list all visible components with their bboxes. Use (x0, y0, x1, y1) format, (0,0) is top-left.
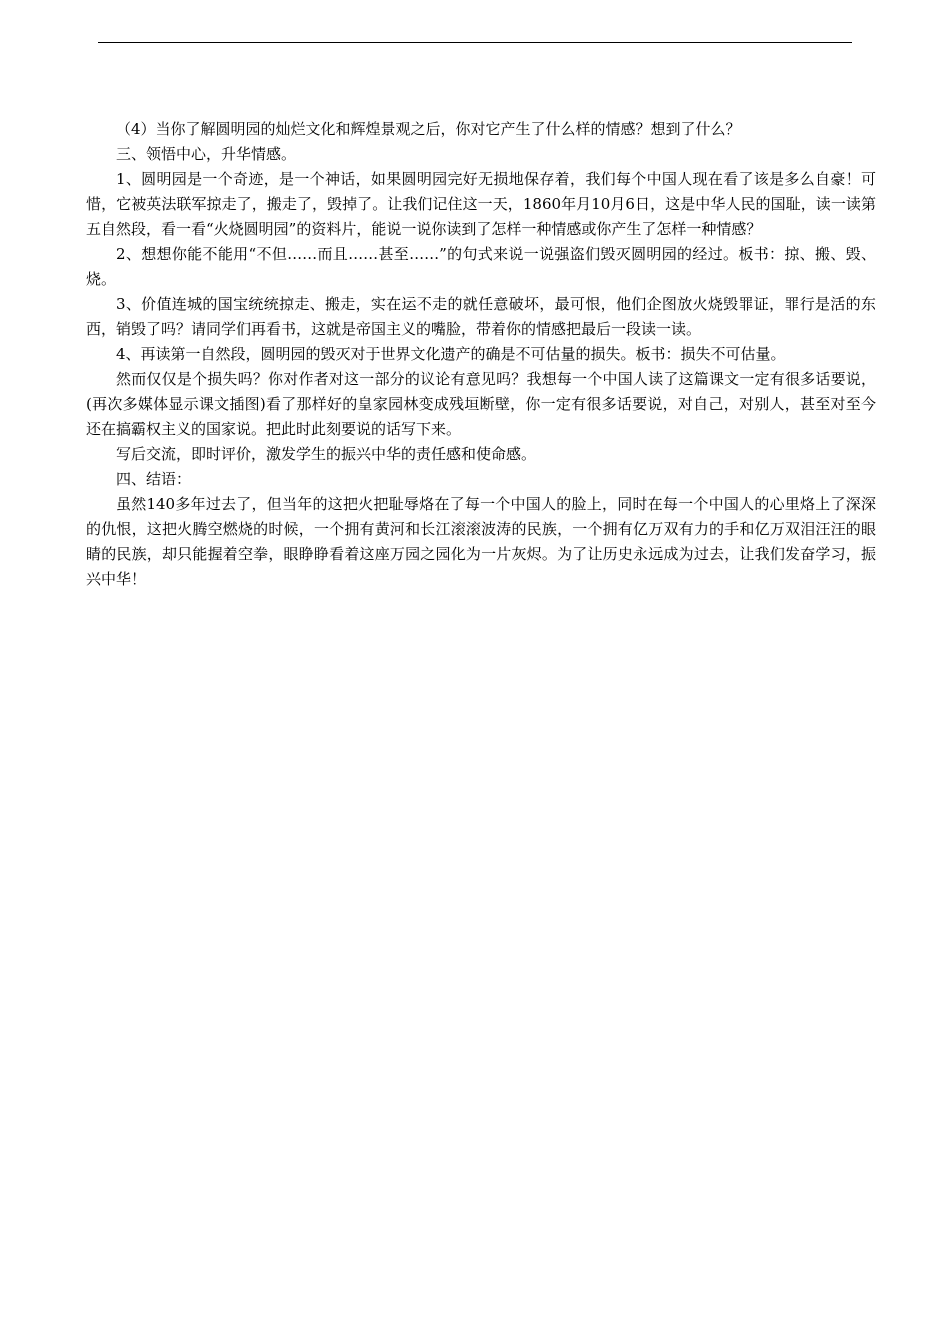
paragraph-discussion: 然而仅仅是个损失吗？你对作者对这一部分的议论有意见吗？我想每一个中国人读了这篇课文一定有很多话要说，(再次多媒体显示课文插图)看了那样好的皇家园林变成残垣断壁，你一定有很多话要说，对自己，对别人，甚至对至今还在搞霸权主义的国家说。把此时此刻要说的话写下来。 (86, 370, 876, 438)
paragraph-conclusion: 虽然140多年过去了，但当年的这把火把耻辱烙在了每一个中国人的脸上，同时在每一个中国人的心里烙上了深深的仇恨，这把火腾空燃烧的时候，一个拥有黄河和长江滚滚波涛的民族，一个拥有亿万双有力的手和亿万双泪汪汪的眼睛的民族，却只能握着空拳，眼睁睁看着这座万园之园化为一片灰烬。为了让历史永远成为过去，让我们发奋学习，振兴中华！ (86, 495, 876, 588)
paragraph-item-4: 4、再读第一自然段，圆明园的毁灭对于世界文化遗产的确是不可估量的损失。板书：损失不可估量。 (116, 345, 786, 363)
section-heading-4: 四、结语： (116, 470, 192, 488)
paragraph-item-3: 3、价值连城的国宝统统掠走、搬走，实在运不走的就任意破坏，最可恨，他们企图放火烧毁罪证，罪行是活的东西，销毁了吗？请同学们再看书，这就是帝国主义的嘴脸，带着你的情感把最后一段读一读。 (86, 295, 876, 338)
paragraph-question-4: （4）当你了解圆明园的灿烂文化和辉煌景观之后，你对它产生了什么样的情感？想到了什么？ (116, 120, 741, 138)
paragraph-exchange: 写后交流，即时评价，激发学生的振兴中华的责任感和使命感。 (116, 445, 537, 463)
header-rule (98, 42, 852, 43)
paragraph-item-1: 1、圆明园是一个奇迹，是一个神话，如果圆明园完好无损地保存着，我们每个中国人现在看了该是多么自豪！可惜，它被英法联军掠走了，搬走了，毁掉了。让我们记住这一天，1860年月10月6日，这是中华人民的国耻，读一读第五自然段，看一看“火烧圆明园”的资料片，能说一说你读到了怎样一种情感或你产生了怎样一种情感？ (86, 170, 876, 238)
document-body (86, 117, 876, 592)
paragraph-item-2: 2、想想你能不能用“不但……而且……甚至……”的句式来说一说强盗们毁灭圆明园的经过。板书：掠、搬、毁、烧。 (86, 245, 876, 288)
section-heading-3: 三、领悟中心，升华情感。 (116, 145, 297, 163)
